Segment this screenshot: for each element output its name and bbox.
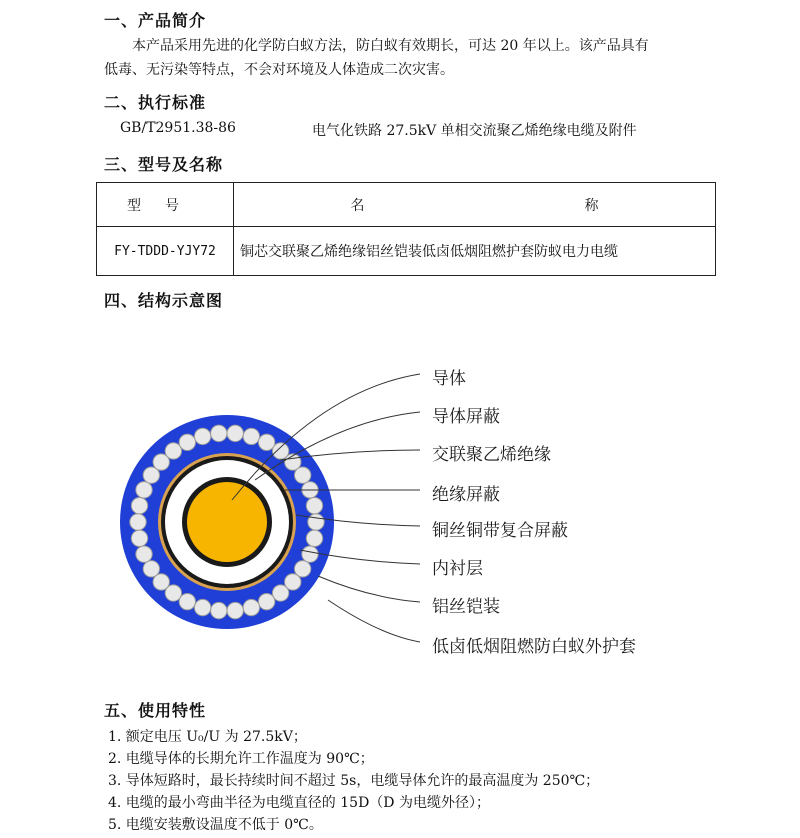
feature-item-4: 4. 电缆的最小弯曲半径为电缆直径的 15D（D 为电缆外径）； bbox=[108, 795, 490, 811]
callout-insulation-screen: 绝缘屏蔽 bbox=[432, 485, 500, 505]
feature-item-5: 5. 电缆安装敷设温度不低于 0℃。 bbox=[108, 817, 323, 833]
armor-wire bbox=[227, 425, 243, 441]
callout-copper-screen: 铜丝铜带复合屏蔽 bbox=[432, 521, 568, 541]
armor-wire bbox=[131, 530, 147, 546]
armor-wire bbox=[179, 434, 195, 450]
standard-name: 电气化铁路 27.5kV 单相交流聚乙烯绝缘电缆及附件 bbox=[312, 123, 637, 139]
leader-line-7 bbox=[318, 576, 420, 602]
callout-inner-lining: 内衬层 bbox=[432, 559, 483, 579]
table-header-row bbox=[97, 183, 716, 227]
armor-wire bbox=[131, 497, 147, 513]
callout-conductor: 导体 bbox=[432, 369, 466, 389]
intro-line-2: 低毒、无污染等特点，不会对环境及人体造成二次灾害。 bbox=[104, 62, 454, 78]
feature-item-1: 1. 额定电压 U₀/U 为 27.5kV； bbox=[108, 729, 307, 745]
section-heading-model: 三、型号及名称 bbox=[104, 155, 224, 174]
armor-wire bbox=[165, 443, 181, 459]
armor-wire bbox=[308, 514, 324, 530]
conductor-core bbox=[187, 482, 267, 562]
armor-wire bbox=[243, 599, 259, 615]
armor-wire bbox=[272, 585, 288, 601]
feature-item-3: 3. 导体短路时，最长持续时间不超过 5s，电缆导体允许的最高温度为 250℃； bbox=[108, 773, 600, 789]
table-row bbox=[97, 227, 716, 276]
section-heading-structure: 四、结构示意图 bbox=[104, 291, 224, 310]
section-heading-intro: 一、产品简介 bbox=[104, 11, 207, 30]
armor-wire bbox=[194, 428, 210, 444]
armor-wire bbox=[130, 514, 146, 530]
armor-wire bbox=[211, 602, 227, 618]
standard-code: GB/T2951.38-86 bbox=[120, 120, 236, 136]
cable-cross-section-diagram bbox=[0, 330, 800, 670]
armor-wire bbox=[143, 561, 159, 577]
armor-wire bbox=[136, 482, 152, 498]
armor-wire bbox=[243, 428, 259, 444]
armor-wire bbox=[136, 546, 152, 562]
callout-armor: 铝丝铠装 bbox=[432, 597, 500, 617]
callout-conductor-screen: 导体屏蔽 bbox=[432, 407, 500, 427]
armor-wire bbox=[302, 546, 318, 562]
row-product-name: 铜芯交联聚乙烯绝缘铝丝铠装低卤低烟阻燃护套防蚁电力电缆 bbox=[234, 227, 716, 276]
header-name bbox=[234, 183, 716, 227]
armor-wire bbox=[294, 467, 310, 483]
callout-outer-sheath: 低卤低烟阻燃防白蚁外护套 bbox=[432, 637, 636, 657]
intro-line-1: 本产品采用先进的化学防白蚁方法，防白蚁有效期长，可达 20 年以上。该产品具有 bbox=[132, 38, 649, 54]
model-table bbox=[96, 182, 716, 276]
header-model: 型号 bbox=[97, 183, 234, 227]
callout-xlpe-insulation: 交联聚乙烯绝缘 bbox=[432, 445, 551, 465]
section-heading-standard: 二、执行标准 bbox=[104, 93, 207, 112]
section-heading-features: 五、使用特性 bbox=[104, 701, 207, 720]
armor-wire bbox=[194, 599, 210, 615]
armor-wire bbox=[258, 434, 274, 450]
feature-item-2: 2. 电缆导体的长期允许工作温度为 90℃； bbox=[108, 751, 374, 767]
armor-wire bbox=[306, 530, 322, 546]
row-model-code: FY-TDDD-YJY72 bbox=[97, 227, 234, 276]
armor-wire bbox=[179, 593, 195, 609]
header-name-b: 称 bbox=[584, 197, 599, 214]
armor-wire bbox=[227, 602, 243, 618]
armor-wire bbox=[306, 497, 322, 513]
header-name-a: 名 bbox=[350, 197, 365, 214]
armor-wire bbox=[211, 425, 227, 441]
leader-line-8 bbox=[328, 600, 420, 642]
armor-wire bbox=[258, 593, 274, 609]
